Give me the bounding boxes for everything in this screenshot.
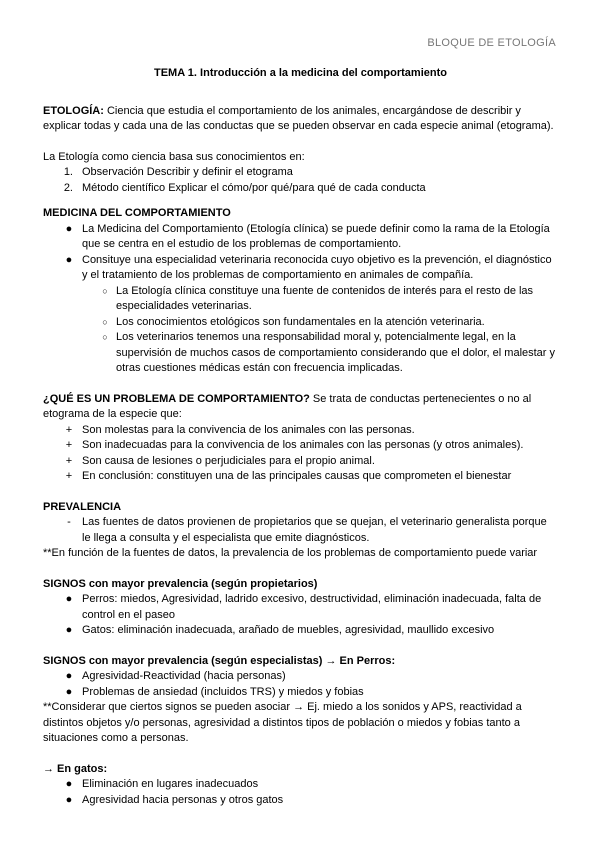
list-item: ● Problemas de ansiedad (incluidos TRS) y miedos y fobias: [43, 685, 558, 701]
signos-especialistas-heading: SIGNOS con mayor prevalencia (según especialistas) → En Perros:: [43, 654, 396, 667]
plus-icon: +: [65, 454, 73, 467]
bullet-icon: ●: [65, 670, 73, 682]
list-item: - Las fuentes de datos provienen de propietarios que se quejan, el veterinario generalista porque le llega a consulta y el especialista que emite diagnósticos.: [43, 515, 558, 546]
list-item: 1. Observación Describir y definir el etograma: [63, 166, 293, 178]
bullet-icon: ●: [65, 793, 73, 806]
bullet-icon: ●: [65, 253, 73, 266]
list-item: ● Agresividad-Reactividad (hacia personas): [43, 669, 558, 685]
list-item: ○ Los veterinarios tenemos una responsabilidad moral y, potencialmente legal, en la supervisión de muchos casos de comportamiento considerando que el dolor, el malestar y otras cuestiones médicas están con frecuencia implicadas.: [43, 330, 558, 377]
list-item: + Son molestas para la convivencia de los animales con las personas.: [43, 423, 558, 439]
list-item: ● Consituye una especialidad veterinaria reconocida cuyo objetivo es la prevención, el diagnóstico y el tratamiento de los problemas de comportamiento en animales de compañía.: [43, 253, 558, 284]
plus-icon: +: [65, 423, 73, 436]
etologia-term: ETOLOGÍA:: [43, 104, 104, 117]
list-item: ● Gatos: eliminación inadecuada, arañado de muebles, agresividad, maullido excesivo: [43, 623, 558, 639]
etologia-text: Ciencia que estudia el comportamiento de los animales, encargándose de describir y explicar todas y cada una de las conductas que se pueden observar en cada especie animal (etograma).: [43, 104, 554, 132]
list-item: ● La Medicina del Comportamiento (Etología clínica) se puede definir como la rama de la Etología que se centra en el estudio de los problemas de comportamiento.: [43, 222, 558, 253]
document-body: [43, 66, 558, 808]
bullet-icon: ●: [65, 778, 73, 790]
bullet-icon: ●: [65, 222, 73, 235]
prevalencia-heading: PREVALENCIA: [43, 500, 122, 513]
signos-propietarios-heading: SIGNOS con mayor prevalencia (según propietarios): [43, 577, 318, 590]
bases-intro: La Etología como ciencia basa sus conocimientos en:: [43, 150, 305, 163]
page-header: BLOQUE DE ETOLOGÍA: [427, 37, 556, 49]
medicina-heading: MEDICINA DEL COMPORTAMIENTO: [43, 207, 231, 219]
prevalencia-note: **En función de la fuentes de datos, la prevalencia de los problemas de comportamiento puede variar: [43, 547, 538, 559]
gatos-heading: → En gatos:: [43, 762, 108, 775]
problema-heading: ¿QUÉ ES UN PROBLEMA DE COMPORTAMIENTO?: [43, 392, 310, 405]
list-item: ● Agresividad hacia personas y otros gatos: [43, 793, 558, 809]
plus-icon: +: [65, 470, 73, 482]
list-item: + En conclusión: constituyen una de las principales causas que comprometen el bienestar: [43, 469, 558, 485]
plus-icon: +: [65, 439, 73, 451]
list-item: + Son inadecuadas para la convivencia de los animales con las personas (y otros animales).: [43, 438, 558, 454]
circle-bullet-icon: ○: [102, 316, 108, 327]
signos-note: **Considerar que ciertos signos se pueden asociar → Ej. miedo a los sonidos y APS, reactividad a distintos objetos y/o personas, agresividad a distintos tipos de población o miedos y fobias tanto a situaciones como a personas.: [43, 701, 522, 744]
list-item: + Son causa de lesiones o perjudiciales para el propio animal.: [43, 454, 558, 470]
circle-bullet-icon: ○: [102, 332, 108, 342]
dash-icon: -: [67, 516, 71, 528]
bases-list: [43, 165, 558, 196]
list-item: ● Perros: miedos, Agresividad, ladrido excesivo, destructividad, eliminación inadecuada, falta de control en el paseo: [43, 592, 558, 623]
page-title: TEMA 1. Introducción a la medicina del comportamiento: [154, 67, 447, 79]
bullet-icon: ●: [65, 593, 73, 605]
etologia-definition: [43, 104, 558, 135]
list-item: 2. Método científico Explicar el cómo/por qué/para qué de cada conducta: [63, 181, 426, 194]
circle-bullet-icon: ○: [102, 285, 108, 296]
bullet-icon: ●: [65, 624, 73, 636]
problema-definition: ¿QUÉ ES UN PROBLEMA DE COMPORTAMIENTO? Se trata de conductas pertenecientes o no al etograma de la especie que:: [43, 392, 532, 420]
list-item: ○ Los conocimientos etológicos son fundamentales en la atención veterinaria.: [43, 315, 558, 331]
list-item: ● Eliminación en lugares inadecuados: [43, 777, 558, 793]
list-item: ○ La Etología clínica constituye una fuente de contenidos de interés para el resto de las especialidades veterinarias.: [43, 284, 558, 315]
bullet-icon: ●: [65, 685, 73, 698]
